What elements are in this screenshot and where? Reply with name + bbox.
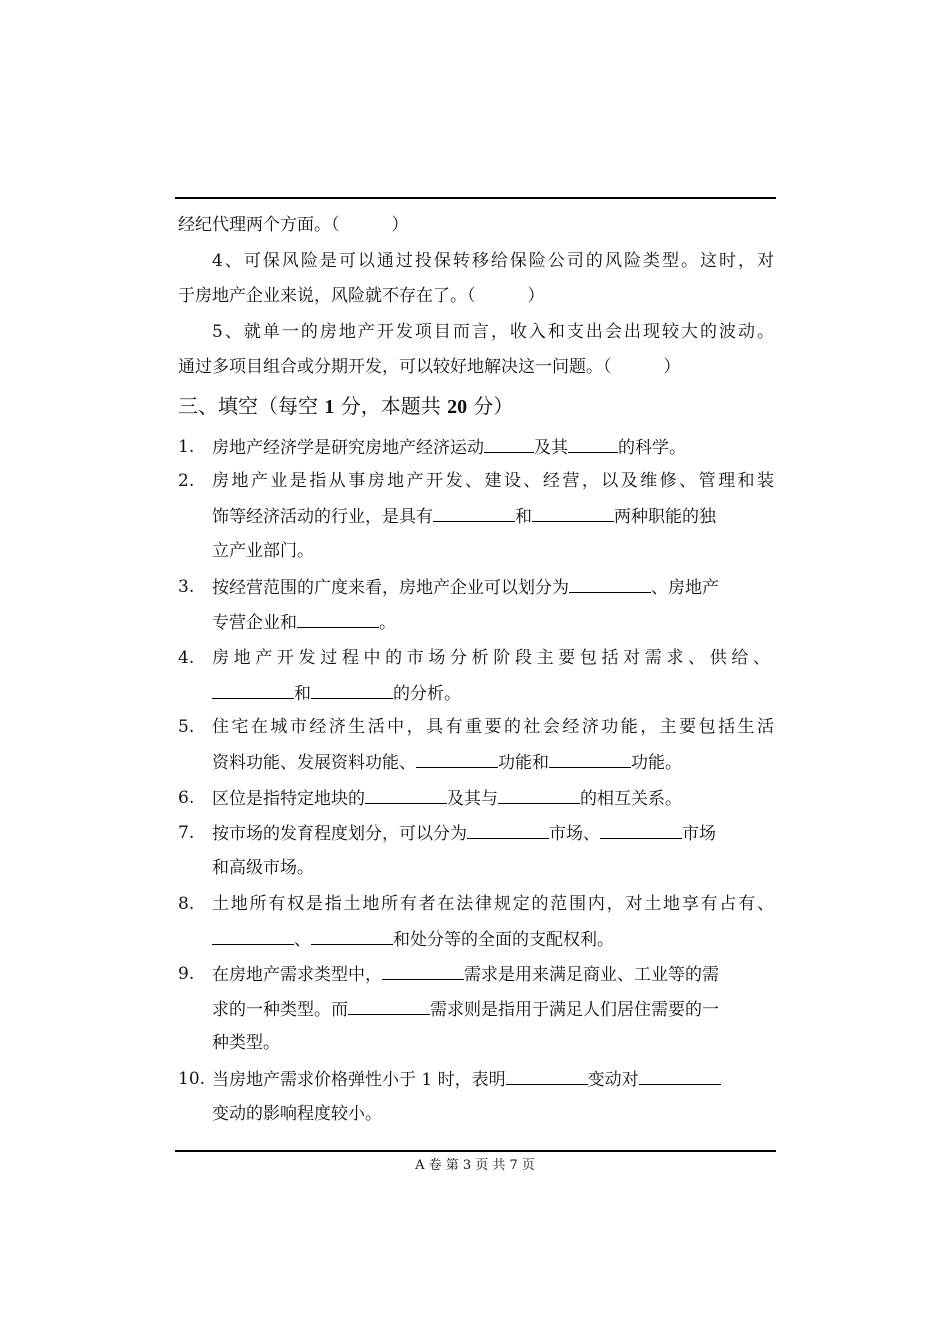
- answer-blank: [506, 1068, 588, 1085]
- item-number: 10.: [178, 1069, 206, 1089]
- fill-item-8-line1: 土地所有权是指土地所有者在法律规定的范围内，对土地享有占有、: [212, 894, 774, 914]
- page-footer: A 卷 第 3 页 共 7 页: [415, 1158, 535, 1173]
- answer-blank: [433, 505, 515, 522]
- fill-item-2-line3: 立产业部门。: [212, 541, 314, 561]
- item-number: 8.: [178, 894, 195, 914]
- fill-item-9-line3: 种类型。: [212, 1033, 280, 1053]
- fill-item-10-line2: 变动的影响程度较小。: [212, 1104, 382, 1124]
- section-title: 三、填空（每空 1 分，本题共 20 分）: [178, 394, 514, 418]
- judge-q3-tail: 经纪代理两个方面。（ ）: [178, 215, 409, 235]
- fill-item-7-line2: 和高级市场。: [212, 858, 314, 878]
- answer-blank: [212, 682, 294, 699]
- fill-item-4-line1: 房地产开发过程中的市场分析阶段主要包括对需求、供给、: [212, 648, 770, 668]
- item-number: 4.: [178, 648, 195, 668]
- item-number: 1.: [178, 437, 195, 457]
- item-number: 7.: [178, 823, 195, 843]
- answer-blank: [498, 787, 580, 804]
- answer-blank: [467, 822, 549, 839]
- answer-blank: [348, 998, 430, 1015]
- answer-blank: [549, 751, 631, 768]
- judge-q4-line1: 4、可保风险是可以通过投保转移给保险公司的风险类型。这时，对: [212, 251, 774, 271]
- answer-blank: [532, 505, 614, 522]
- header-rule: [175, 197, 776, 199]
- answer-blank: [382, 963, 464, 980]
- judge-q4-line2: 于房地产企业来说，风险就不存在了。（ ）: [178, 286, 545, 306]
- fill-item-6: 区位是指特定地块的 及其与 的相互关系。: [212, 789, 682, 809]
- fill-item-5-line1: 住宅在城市经济生活中，具有重要的社会经济功能，主要包括生活: [212, 717, 774, 737]
- judge-q5-line2: 通过多项目组合或分期开发，可以较好地解决这一问题。（ ）: [178, 357, 681, 377]
- answer-blank: [311, 682, 393, 699]
- fill-item-10-line1: 当房地产需求价格弹性小于 1 时，表明 变动对: [212, 1068, 774, 1091]
- fill-item-8-line2: 、 和处分等的全面的支配权利。: [212, 928, 810, 951]
- fill-item-5-line2: 资料功能、发展资料功能、 功能和 功能。: [212, 753, 682, 773]
- answer-blank: [484, 436, 534, 453]
- answer-blank: [365, 787, 447, 804]
- judge-q5-line1: 5、就单一的房地产开发项目而言，收入和支出会出现较大的波动。: [212, 322, 774, 342]
- answer-blank: [569, 576, 651, 593]
- fill-item-2-line1: 房地产业是指从事房地产开发、建设、经营，以及维修、管理和装: [212, 471, 774, 491]
- footer-rule: [175, 1150, 776, 1152]
- fill-item-7-line1: 按市场的发育程度划分，可以分为 市场、 市场: [212, 824, 716, 844]
- answer-blank: [568, 436, 618, 453]
- fill-item-9-line1: 在房地产需求类型中， 需求是用来满足商业、工业等的需: [212, 965, 719, 985]
- fill-item-2-line2: 饰等经济活动的行业，是具有 和 两种职能的独: [212, 507, 716, 527]
- answer-blank: [600, 822, 682, 839]
- fill-item-3-line1: 按经营范围的广度来看，房地产企业可以划分为 、房地产: [212, 578, 719, 598]
- fill-item-1: 房地产经济学是研究房地产经济运动 及其 的科学。: [212, 438, 686, 458]
- answer-blank: [416, 751, 498, 768]
- answer-blank: [639, 1068, 721, 1085]
- item-number: 2.: [178, 471, 195, 491]
- fill-item-3-line2: 专营企业和 。: [212, 613, 396, 633]
- answer-blank: [297, 611, 379, 628]
- answer-blank: [311, 928, 393, 945]
- item-number: 5.: [178, 717, 195, 737]
- fill-item-4-line2: 和 的分析。: [212, 682, 810, 705]
- item-number: 3.: [178, 577, 195, 597]
- fill-item-9-line2: 求的一种类型。而 需求则是指用于满足人们居住需要的一: [212, 1000, 719, 1020]
- item-number: 9.: [178, 964, 195, 984]
- item-number: 6.: [178, 788, 195, 808]
- answer-blank: [212, 928, 294, 945]
